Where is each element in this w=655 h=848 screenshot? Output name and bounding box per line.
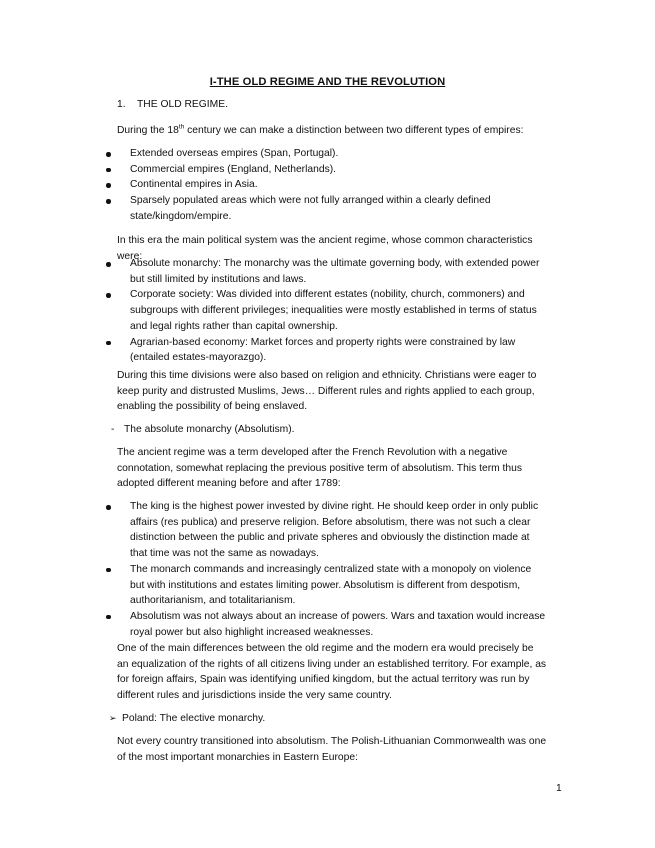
empire-types-list bbox=[117, 146, 547, 225]
list-item: Absolute monarchy: The monarchy was the ultimate governing body, with extended power but still limited by institutions and laws. bbox=[117, 256, 547, 287]
poland-paragraph: Not every country transitioned into absolutism. The Polish-Lithuanian Commonwealth was one of the most important monarchies in Eastern Europe: bbox=[117, 736, 547, 763]
section-number: 1. bbox=[117, 99, 126, 110]
list-item: The monarch commands and increasingly centralized state with a monopoly on violence but with institutions and estates limiting power. Absolutism is different from despotism, authoritarianism, and totalitarianism. bbox=[117, 562, 547, 609]
bullet-icon bbox=[106, 262, 111, 267]
political-system-paragraph: In this era the main political system was the ancient regime, whose common characteristics were: bbox=[117, 235, 533, 262]
absolutism-points-list bbox=[117, 499, 547, 640]
poland-subheading: ➢ Poland: The elective monarchy. bbox=[117, 711, 265, 727]
bullet-icon bbox=[106, 152, 111, 157]
bullet-icon bbox=[106, 505, 111, 510]
list-item: Extended overseas empires (Span, Portugal). bbox=[117, 146, 547, 162]
absolutism-paragraph: The ancient regime was a term developed after the French Revolution with a negative connotation, somewhat replacing the previous positive term of absolutism. This term thus adopted different meaning before and after 1789: bbox=[117, 447, 523, 490]
bullet-icon bbox=[106, 341, 111, 346]
dash-marker: - bbox=[111, 424, 115, 435]
list-item: The king is the highest power invested by divine right. He should keep order in only public affairs (res publica) and preserve religion. Before absolutism, there was not such a clear distinction between the public and private spheres and obviously the distinction made at that time was not the same as nowadays. bbox=[117, 499, 547, 562]
list-item: Continental empires in Asia. bbox=[117, 177, 547, 193]
list-item: Sparsely populated areas which were not fully arranged within a clearly defined state/kingdom/empire. bbox=[117, 193, 547, 224]
list-item: Agrarian-based economy: Market forces and property rights were constrained by law (entailed estates-mayorazgo). bbox=[117, 335, 547, 366]
list-item: Corporate society: Was divided into different estates (nobility, church, commoners) and subgroups with different privileges; inequalities were mostly established in terms of status and legal rights rather than capital ownership. bbox=[117, 287, 547, 334]
list-item: Absolutism was not always about an increase of powers. Wars and taxation would increase royal power but also highlight increased weaknesses. bbox=[117, 609, 547, 640]
absolutism-subheading: - The absolute monarchy (Absolutism). bbox=[117, 422, 295, 438]
divisions-paragraph: During this time divisions were also based on religion and ethnicity. Christians were eager to keep purity and distrusted Muslims, Jews… Different rules and rights applied to each group, enabling the possibility of being enslaved. bbox=[117, 370, 537, 413]
bullet-icon bbox=[106, 615, 111, 620]
list-item: Commercial empires (England, Netherlands). bbox=[117, 162, 547, 178]
differences-paragraph: One of the main differences between the old regime and the modern era would precisely be an equalization of the rights of all citizens living under an established territory. For example, as for foreign affairs, Spain was identifying unified kingdom, but the actual territory was run by different rules and jurisdictions inside the very same country. bbox=[117, 643, 547, 702]
bullet-icon bbox=[106, 183, 111, 188]
bullet-icon bbox=[106, 168, 111, 173]
section-heading bbox=[117, 99, 228, 110]
intro-paragraph: During the 18th century we can make a distinction between two different types of empires: bbox=[117, 123, 524, 136]
bullet-icon bbox=[106, 568, 111, 573]
arrow-bullet-icon: ➢ bbox=[109, 713, 117, 723]
document-title: I-THE OLD REGIME AND THE REVOLUTION bbox=[209, 76, 446, 88]
bullet-icon bbox=[106, 293, 111, 298]
characteristics-list bbox=[117, 256, 547, 366]
section-title: THE OLD REGIME. bbox=[137, 99, 228, 110]
page-number: 1 bbox=[556, 783, 562, 794]
bullet-icon bbox=[106, 199, 111, 204]
